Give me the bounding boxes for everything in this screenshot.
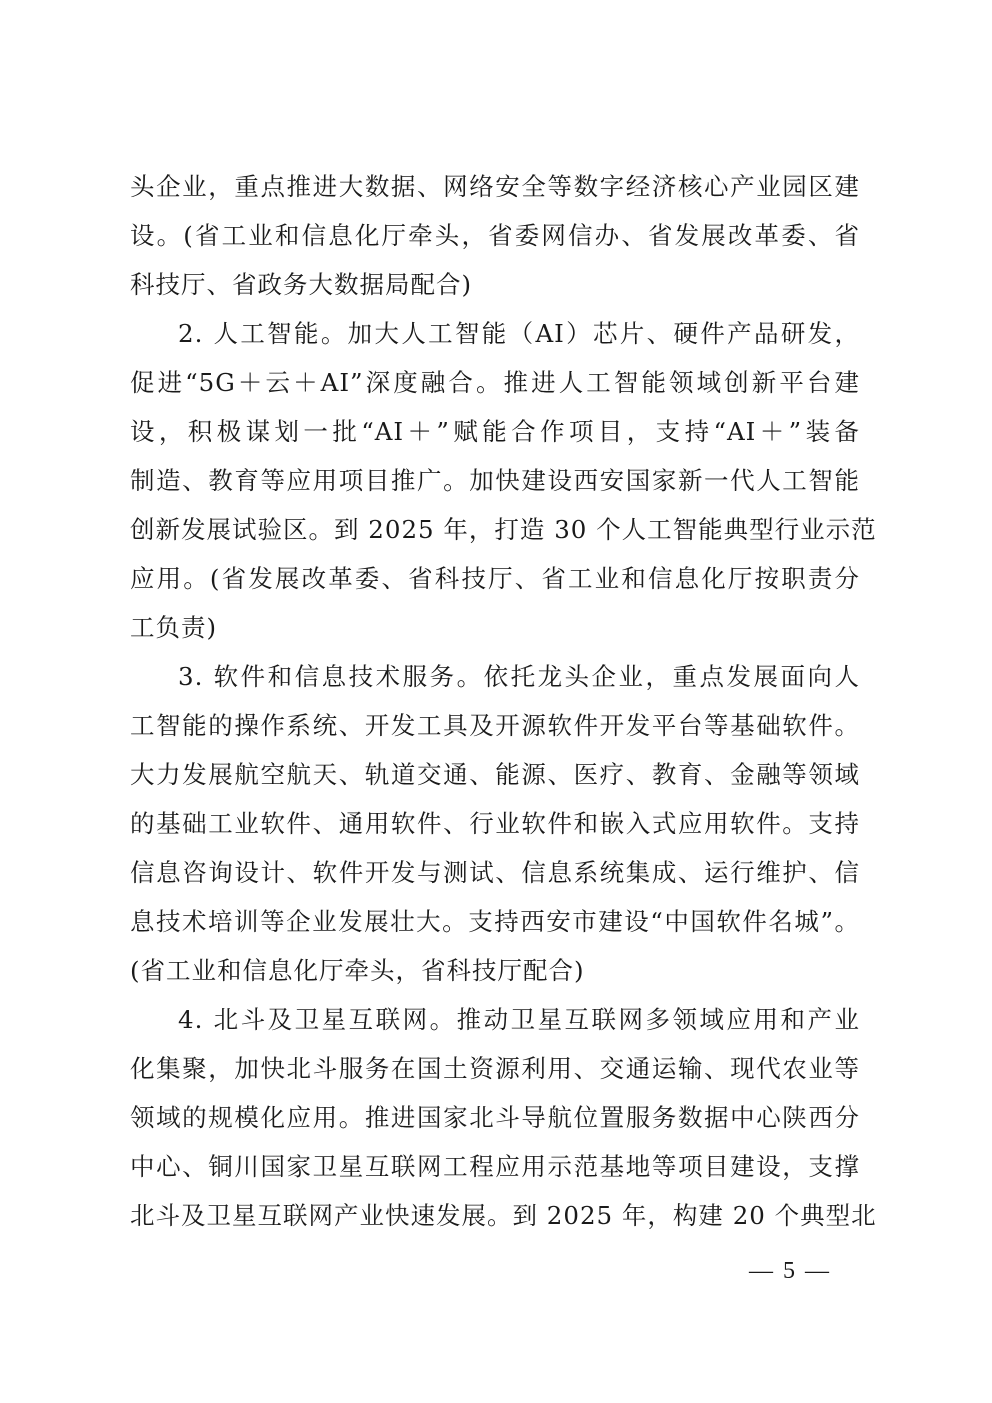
text-line: 工智能的操作系统、开发工具及开源软件开发平台等基础软件。 (130, 711, 860, 740)
text-line: 息技术培训等企业发展壮大。支持西安市建设“中国软件名城”。 (130, 907, 860, 936)
text-line: 化集聚，加快北斗服务在国土资源利用、交通运输、现代农业等 (130, 1054, 860, 1083)
text-line: 工负责) (130, 613, 218, 642)
text-line: 应用。(省发展改革委、省科技厅、省工业和信息化厅按职责分 (130, 564, 860, 593)
text-line: 信息咨询设计、软件开发与测试、信息系统集成、运行维护、信 (130, 858, 860, 887)
text-line: 领域的规模化应用。推进国家北斗导航位置服务数据中心陕西分 (130, 1103, 860, 1132)
text-line: 3. 软件和信息技术服务。依托龙头企业，重点发展面向人 (178, 662, 860, 691)
text-line: 的基础工业软件、通用软件、行业软件和嵌入式应用软件。支持 (130, 809, 860, 838)
text-line: 设。(省工业和信息化厅牵头，省委网信办、省发展改革委、省 (130, 221, 860, 250)
text-line: 制造、教育等应用项目推广。加快建设西安国家新一代人工智能 (130, 466, 860, 495)
text-line: 促进“5G＋云＋AI”深度融合。推进人工智能领域创新平台建 (130, 368, 860, 397)
text-line: 2. 人工智能。加大人工智能（AI）芯片、硬件产品研发， (178, 319, 860, 348)
body-text (130, 162, 877, 1240)
text-line: 大力发展航空航天、轨道交通、能源、医疗、教育、金融等领域 (130, 760, 860, 789)
text-line: 科技厅、省政务大数据局配合) (130, 270, 473, 299)
text-line: 头企业，重点推进大数据、网络安全等数字经济核心产业园区建 (130, 172, 860, 201)
text-line: 创新发展试验区。到 2025 年，打造 30 个人工智能典型行业示范 (130, 515, 877, 544)
text-line: 4. 北斗及卫星互联网。推动卫星互联网多领域应用和产业 (178, 1005, 860, 1034)
text-line: 北斗及卫星互联网产业快速发展。到 2025 年，构建 20 个典型北 (130, 1201, 877, 1230)
text-line: (省工业和信息化厅牵头，省科技厅配合) (130, 956, 585, 985)
page-number: — 5 — (749, 1258, 831, 1284)
text-line: 设，积极谋划一批“AI＋”赋能合作项目，支持“AI＋”装备 (130, 417, 860, 446)
text-line: 中心、铜川国家卫星互联网工程应用示范基地等项目建设，支撑 (130, 1152, 860, 1181)
